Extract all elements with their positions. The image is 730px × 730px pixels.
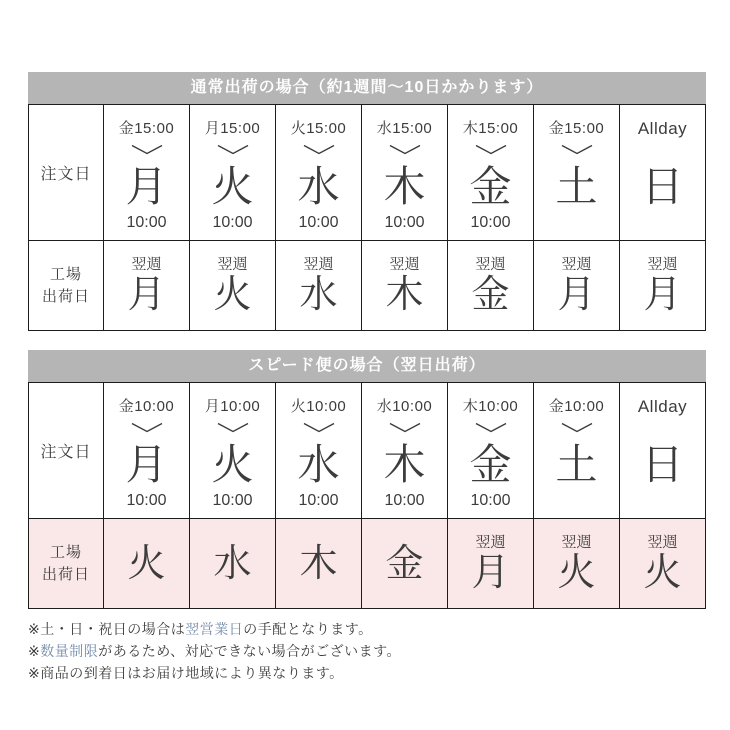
order-day-cell: [448, 383, 534, 519]
ship-day-cell: [620, 241, 706, 331]
next-week-label: 翌週: [217, 255, 248, 273]
ship-day-kanji: 火: [643, 551, 682, 594]
order-day-cell: [534, 105, 620, 241]
order-day-kanji: 土: [555, 163, 598, 210]
note-text: があるため、対応できない場合がございます。: [98, 643, 402, 659]
order-until-time: 10:00: [298, 492, 339, 509]
ship-day-cell: [276, 241, 362, 331]
order-cutoff-time: 火10:00: [290, 398, 347, 415]
note-highlight: 数量制限: [40, 643, 99, 659]
order-until-time: 10:00: [212, 492, 253, 509]
chevron-down-icon: [130, 420, 164, 435]
order-day-kanji: 水: [297, 163, 340, 210]
order-day-cell: [620, 105, 706, 241]
order-cutoff-time: 月10:00: [204, 398, 261, 415]
chevron-down-icon: [560, 142, 594, 157]
ship-day-cell: [362, 241, 448, 331]
ship-day-cell: [276, 519, 362, 609]
order-day-cell: [362, 383, 448, 519]
note-text: の手配となります。: [243, 621, 373, 637]
normal-shipping-grid: [28, 104, 706, 331]
ship-day-kanji: 火: [213, 273, 252, 316]
order-day-kanji: 水: [297, 441, 340, 488]
order-day-cell: [104, 105, 190, 241]
order-cutoff-time: 月15:00: [204, 120, 261, 137]
order-until-time: 10:00: [470, 214, 511, 231]
ship-row-label-line1: 工場: [49, 543, 82, 561]
ship-row-label-line1: 工場: [49, 265, 82, 283]
chevron-down-icon: [474, 420, 508, 435]
ship-day-cell: [534, 241, 620, 331]
normal-shipping-table: [28, 72, 706, 331]
ship-day-cell: [448, 519, 534, 609]
order-day-cell: [620, 383, 706, 519]
order-until-time: 10:00: [470, 492, 511, 509]
chevron-down-icon: [216, 142, 250, 157]
ship-day-kanji: 水: [299, 273, 338, 316]
order-day-kanji: 火: [211, 163, 254, 210]
order-day-kanji: 金: [469, 441, 512, 488]
order-until-time: 10:00: [384, 214, 425, 231]
notes: [28, 618, 706, 684]
chevron-down-icon: [388, 420, 422, 435]
ship-day-cell: [448, 241, 534, 331]
order-day-kanji: 日: [641, 163, 684, 210]
order-cutoff-time: 金15:00: [548, 120, 605, 137]
next-week-label: 翌週: [475, 533, 506, 551]
note-highlight: 翌営業日: [185, 621, 244, 637]
ship-day-kanji: 火: [127, 542, 166, 585]
note-text: ※: [28, 643, 41, 659]
next-week-label: 翌週: [647, 255, 678, 273]
next-week-label: 翌週: [131, 255, 162, 273]
ship-day-cell: [104, 241, 190, 331]
order-cutoff-time: 木10:00: [462, 398, 519, 415]
ship-row-label-line2: 出荷日: [41, 565, 90, 583]
speed-shipping-title: スピード便の場合（翌日出荷）: [28, 350, 706, 382]
order-day-cell: [448, 105, 534, 241]
note-line: [28, 640, 706, 662]
ship-row-label-line2: 出荷日: [41, 287, 90, 305]
order-cutoff-time: 火15:00: [290, 120, 347, 137]
chevron-down-icon: [474, 142, 508, 157]
chevron-down-icon: [216, 420, 250, 435]
chevron-down-icon: [130, 142, 164, 157]
next-week-label: 翌週: [561, 255, 592, 273]
ship-day-kanji: 火: [557, 551, 596, 594]
order-until-time: 10:00: [126, 492, 167, 509]
order-day-cell: [276, 383, 362, 519]
ship-day-kanji: 水: [213, 542, 252, 585]
next-week-label: 翌週: [561, 533, 592, 551]
note-text: ※土・日・祝日の場合は: [28, 621, 186, 637]
order-cutoff-time: 金15:00: [118, 120, 175, 137]
order-row-label: 注文日: [29, 105, 104, 241]
next-week-label: 翌週: [389, 255, 420, 273]
order-day-cell: [276, 105, 362, 241]
ship-day-kanji: 金: [385, 542, 424, 585]
note-line: [28, 662, 706, 684]
order-cutoff-time: 金10:00: [118, 398, 175, 415]
note-line: [28, 618, 706, 640]
ship-day-kanji: 木: [385, 273, 424, 316]
order-day-cell: [362, 105, 448, 241]
chevron-down-icon: [302, 420, 336, 435]
order-cutoff-time: 金10:00: [548, 398, 605, 415]
chevron-down-icon: [388, 142, 422, 157]
order-day-kanji: 月: [125, 441, 168, 488]
order-day-kanji: 月: [125, 163, 168, 210]
normal-shipping-title: 通常出荷の場合（約1週間〜10日かかります）: [28, 72, 706, 104]
order-until-time: 10:00: [298, 214, 339, 231]
ship-day-cell: [620, 519, 706, 609]
ship-day-cell: [534, 519, 620, 609]
speed-shipping-table: [28, 350, 706, 609]
order-cutoff-time: 木15:00: [462, 120, 519, 137]
order-cutoff-time: 水15:00: [376, 120, 433, 137]
ship-day-cell: [190, 519, 276, 609]
note-text: ※商品の到着日はお届け地域により異なります。: [28, 665, 344, 681]
order-day-kanji: 金: [469, 163, 512, 210]
speed-shipping-grid: [28, 382, 706, 609]
order-day-kanji: 日: [641, 441, 684, 488]
ship-day-cell: [104, 519, 190, 609]
order-cutoff-time: Allday: [637, 119, 688, 138]
order-cutoff-time: 水10:00: [376, 398, 433, 415]
ship-day-kanji: 月: [643, 273, 682, 316]
ship-day-cell: [190, 241, 276, 331]
next-week-label: 翌週: [303, 255, 334, 273]
ship-day-kanji: 月: [557, 273, 596, 316]
ship-day-kanji: 月: [471, 551, 510, 594]
order-day-cell: [190, 105, 276, 241]
order-day-cell: [104, 383, 190, 519]
order-until-time: 10:00: [384, 492, 425, 509]
order-day-kanji: 土: [555, 441, 598, 488]
next-week-label: 翌週: [475, 255, 506, 273]
next-week-label: 翌週: [647, 533, 678, 551]
order-cutoff-time: Allday: [637, 397, 688, 416]
chevron-down-icon: [302, 142, 336, 157]
order-day-kanji: 木: [383, 163, 426, 210]
ship-row-label: [29, 241, 104, 331]
order-day-cell: [534, 383, 620, 519]
ship-row-label: [29, 519, 104, 609]
order-day-cell: [190, 383, 276, 519]
ship-day-cell: [362, 519, 448, 609]
ship-day-kanji: 金: [471, 273, 510, 316]
order-day-kanji: 火: [211, 441, 254, 488]
ship-day-kanji: 月: [127, 273, 166, 316]
order-until-time: 10:00: [126, 214, 167, 231]
chevron-down-icon: [560, 420, 594, 435]
order-row-label: 注文日: [29, 383, 104, 519]
order-day-kanji: 木: [383, 441, 426, 488]
order-until-time: 10:00: [212, 214, 253, 231]
ship-day-kanji: 木: [299, 542, 338, 585]
